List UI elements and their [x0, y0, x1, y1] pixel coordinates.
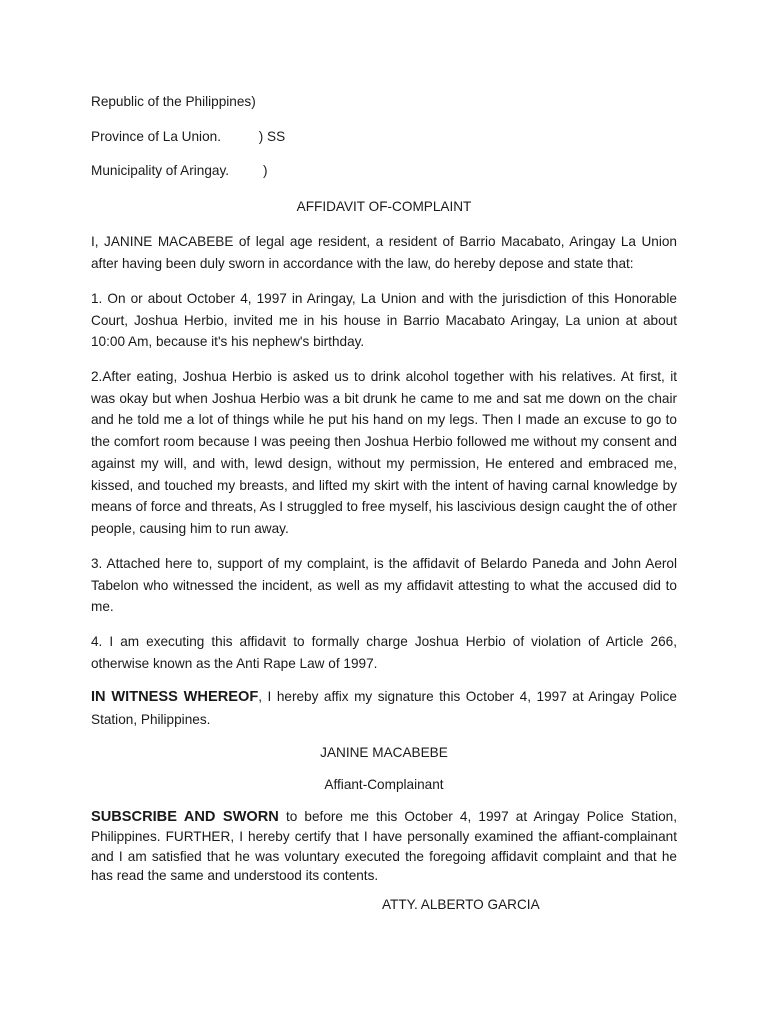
- header-republic: Republic of the Philippines): [91, 94, 256, 109]
- officer-name: ATTY. ALBERTO GARCIA: [382, 897, 540, 912]
- paragraph-1: 1. On or about October 4, 1997 in Aringay, La Union and with the jurisdiction of this Honorable Court, Joshua Herbio, invited me in his house in Barrio Macabato Aringay, La union at about 10:00 Am, because it's his nephew's birthday.: [91, 291, 677, 350]
- header-municipality: Municipality of Aringay. ): [91, 163, 268, 178]
- affiant-name: JANINE MACABEBE: [320, 745, 448, 760]
- document-title: AFFIDAVIT OF-COMPLAINT: [296, 199, 472, 214]
- witness-text: , I hereby affix my signature this October 4, 1997 at Aringay Police Station, Philippines.: [91, 689, 677, 727]
- paragraph-4: 4. I am executing this affidavit to formally charge Joshua Herbio of violation of Article 266, otherwise known as the Anti Rape Law of 1997.: [91, 634, 677, 671]
- affiant-role: Affiant-Complainant: [324, 777, 444, 792]
- jurat-text: to before me this October 4, 1997 at Aringay Police Station, Philippines. FURTHER, I hereby certify that I have personally examined the affiant-complainant and I am satisfied that he was voluntary executed the foregoing affidavit complaint and that he has read the same and understood its contents.: [91, 809, 678, 883]
- paragraph-2: 2.After eating, Joshua Herbio is asked us to drink alcohol together with his relatives. At first, it was okay but when Joshua Herbio was a bit drunk he came to me and sat me down on the chair and he told me a lot of things while he put his hand on my legs. Then I made an excuse to go to the comfort room because I was peeing then Joshua Herbio followed me without my consent and against my will, and with, lewd design, without my permission, He entered and embraced me, kissed, and touched my breasts, and lifted my skirt with the intent of having carnal knowledge by means of force and threats, As I struggled to free myself, his lascivious design caught the of other people, causing him to run away.: [91, 369, 677, 536]
- paragraph-3: 3. Attached here to, support of my complaint, is the affidavit of Belardo Paneda and John Aerol Tabelon who witnessed the incident, as well as my affidavit attesting to what the accused did to me.: [91, 556, 677, 615]
- jurat-lead: SUBSCRIBE AND SWORN: [91, 809, 279, 825]
- jurat-paragraph: [91, 807, 677, 885]
- intro-paragraph: I, JANINE MACABEBE of legal age resident, a resident of Barrio Macabato, Aringay La Union after having been duly sworn in accordance with the law, do hereby depose and state that:: [91, 234, 677, 271]
- witness-paragraph: [91, 686, 677, 730]
- header-province: Province of La Union. ) SS: [91, 129, 286, 144]
- witness-lead: IN WITNESS WHEREOF: [91, 689, 259, 705]
